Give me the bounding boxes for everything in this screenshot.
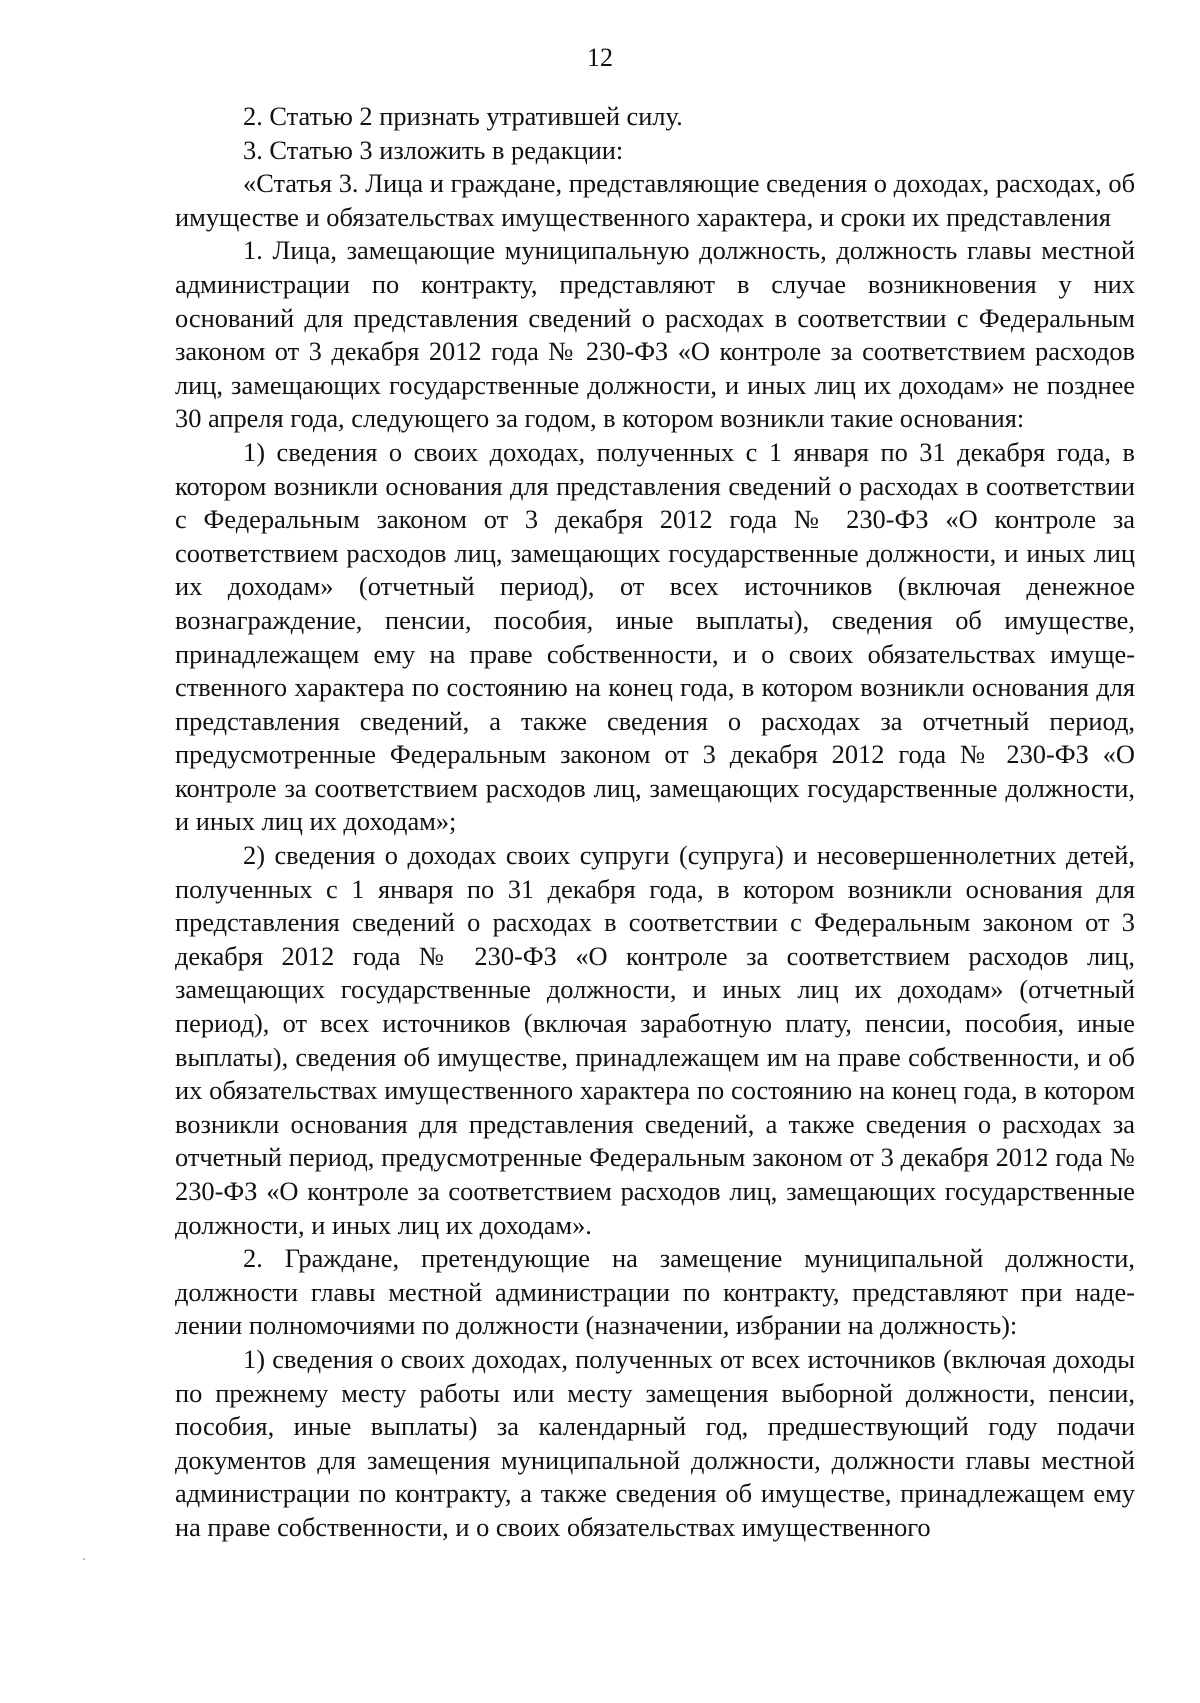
paragraph-part-2: 2. Граждане, претендующие на замещение муниципальной должности, должности главы местной администрации по контракту, представляют при наделении полномочиями по должности (назначении, избрании на должность): <box>175 1243 1135 1341</box>
paragraph-article-3-intro: 3. Статью 3 изложить в редакции: <box>243 134 624 165</box>
paragraph-part-1-item-2: 2) сведения о доходах своих супруги (супруга) и несовершеннолетних детей, полученных с 1 января по 31 декабря года, в котором возникли основания для представления сведений о расходах в соответствии с Федеральным законом от 3 декабря 2012 года № 230-ФЗ «О контроле за соответствием расходов лиц, замещающих государственные должности, и иных лиц их доходам» (отчетный период), от всех источников (включая заработную плату, пенсии, пособия, иные выплаты), сведения об имуществе, принадлежащем им на праве собственности, и об их обязательствах имущественного характера по состоянию на конец года, в котором возникли основания для представления сведений, а также сведения о расходах за отчетный период, предусмотренные Федеральным законом от 3 декабря 2012 года № 230-ФЗ «О контроле за соответствием расходов лиц, замещающих государственные должности, и иных лиц их доходам». <box>175 840 1135 1240</box>
page-number: 12 <box>587 43 613 72</box>
document-body <box>175 100 1135 1545</box>
paragraph-part-1: 1. Лица, замещающие муниципальную должность, должность главы местной администрации по контракту, представляют в случае возникновения у них оснований для представления сведений о расходах в соответствии с Федеральным законом от 3 декабря 2012 года № 230-ФЗ «О контроле за соответствием расходов лиц, замещающих государственные должности, и иных лиц их доходам» не позднее 30 апреля года, следующего за годом, в котором возникли такие основания: <box>175 235 1135 434</box>
paragraph-part-2-item-1: 1) сведения о своих доходах, полученных от всех источников (включая доходы по прежнему месту работы или месту замещения выборной должности, пенсии, пособия, иные выплаты) за календарный год, предшествующий году подачи документов для замещения муниципальной должности, должности главы местной администрации по контракту, а также сведения об имуществе, принадлежащем ему на праве собственности, и о своих обязательствах имущественного <box>175 1343 1135 1542</box>
paragraph-article-3-title: «Статья 3. Лица и граждане, представляющие сведения о доходах, расходах, об имуществе и обязательствах имущественного характера, и сроки их представления <box>175 168 1135 232</box>
scan-artifact-dot <box>83 1558 85 1560</box>
paragraph-article-2-repeal: 2. Статью 2 признать утратившей силу. <box>243 101 683 131</box>
paragraph-part-1-item-1: 1) сведения о своих доходах, полученных с 1 января по 31 декабря года, в котором возникли основания для представления сведений о расходах в соответствии с Федеральным законом от 3 декабря 2012 года № 230-ФЗ «О контроле за соответствием расходов лиц, замещающих государственные должности, и иных лиц их доходам» (отчетный период), от всех источников (включая денежное вознаграждение, пенсии, пособия, иные выплаты), сведения об имуществе, принадлежащем ему на праве собственности, и о своих обязательствах имущественного характера по состоянию на конец года, в котором возникли основания для представления сведений, а также сведения о расходах за отчетный период, предусмотренные Федеральным законом от 3 декабря 2012 года № 230-ФЗ «О контроле за соответствием расходов лиц, замещающих государственные должности, и иных лиц их доходам»; <box>175 436 1135 837</box>
